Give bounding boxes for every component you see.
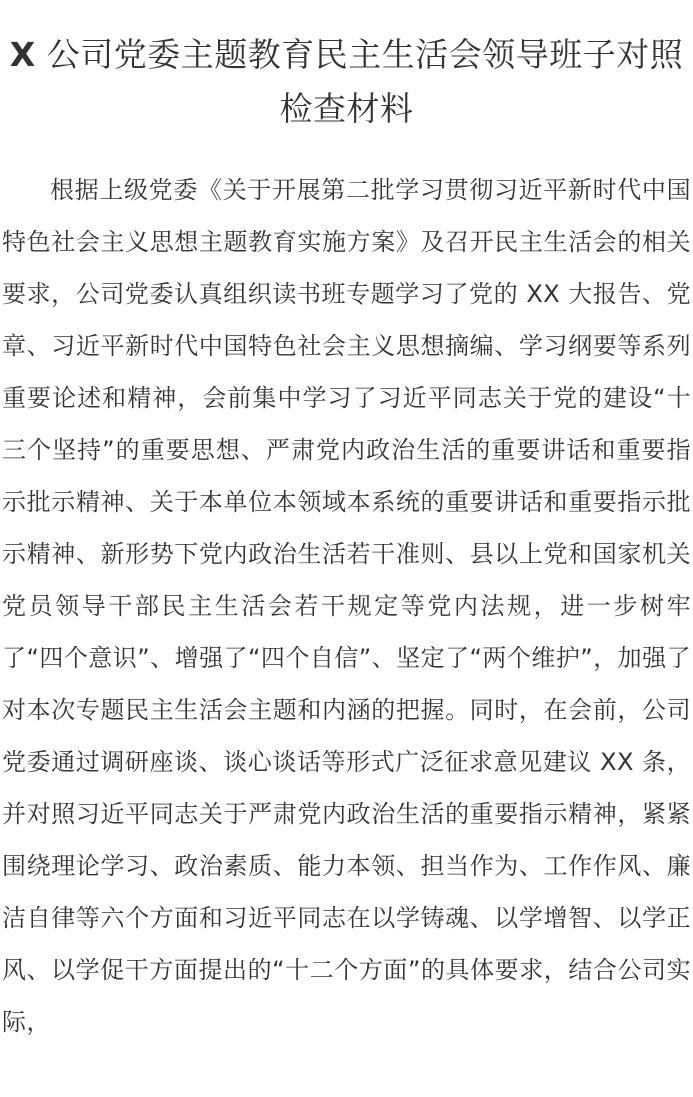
document-body xyxy=(2,164,691,1048)
document-title xyxy=(2,28,691,136)
body-paragraph: 根据上级党委《关于开展第二批学习贯彻习近平新时代中国特色社会主义思想主题教育实施方案》及召开民主生活会的相关要求，公司党委认真组织读书班专题学习了党的 XX 大报告、党章、习近平新时代中国特色社会主义思想摘编、学习纲要等系列重要论述和精神，会前集中学习了习近平同志关于党的建设“十三个坚持”的重要思想、严肃党内政治生活的重要讲话和重要指示批示精神、关于本单位本领域本系统的重要讲话和重要指示批示精神、新形势下党内政治生活若干准则、县以上党和国家机关党员领导干部民主生活会若干规定等党内法规，进一步树牢了“四个意识”、增强了“四个自信”、坚定了“两个维护”，加强了对本次专题民主生活会主题和内涵的把握。同时，在会前，公司党委通过调研座谈、谈心谈话等形式广泛征求意见建议 XX 条，并对照习近平同志关于严肃党内政治生活的重要指示精神，紧紧围绕理论学习、政治素质、能力本领、担当作为、工作作风、廉洁自律等六个方面和习近平同志在以学铸魂、以学增智、以学正风、以学促干方面提出的“十二个方面”的具体要求，结合公司实际， xyxy=(2,176,691,1036)
title-prefix: X xyxy=(9,35,36,74)
title-text: 公司党委主题教育民主生活会领导班子对照检查材料 xyxy=(35,35,684,128)
